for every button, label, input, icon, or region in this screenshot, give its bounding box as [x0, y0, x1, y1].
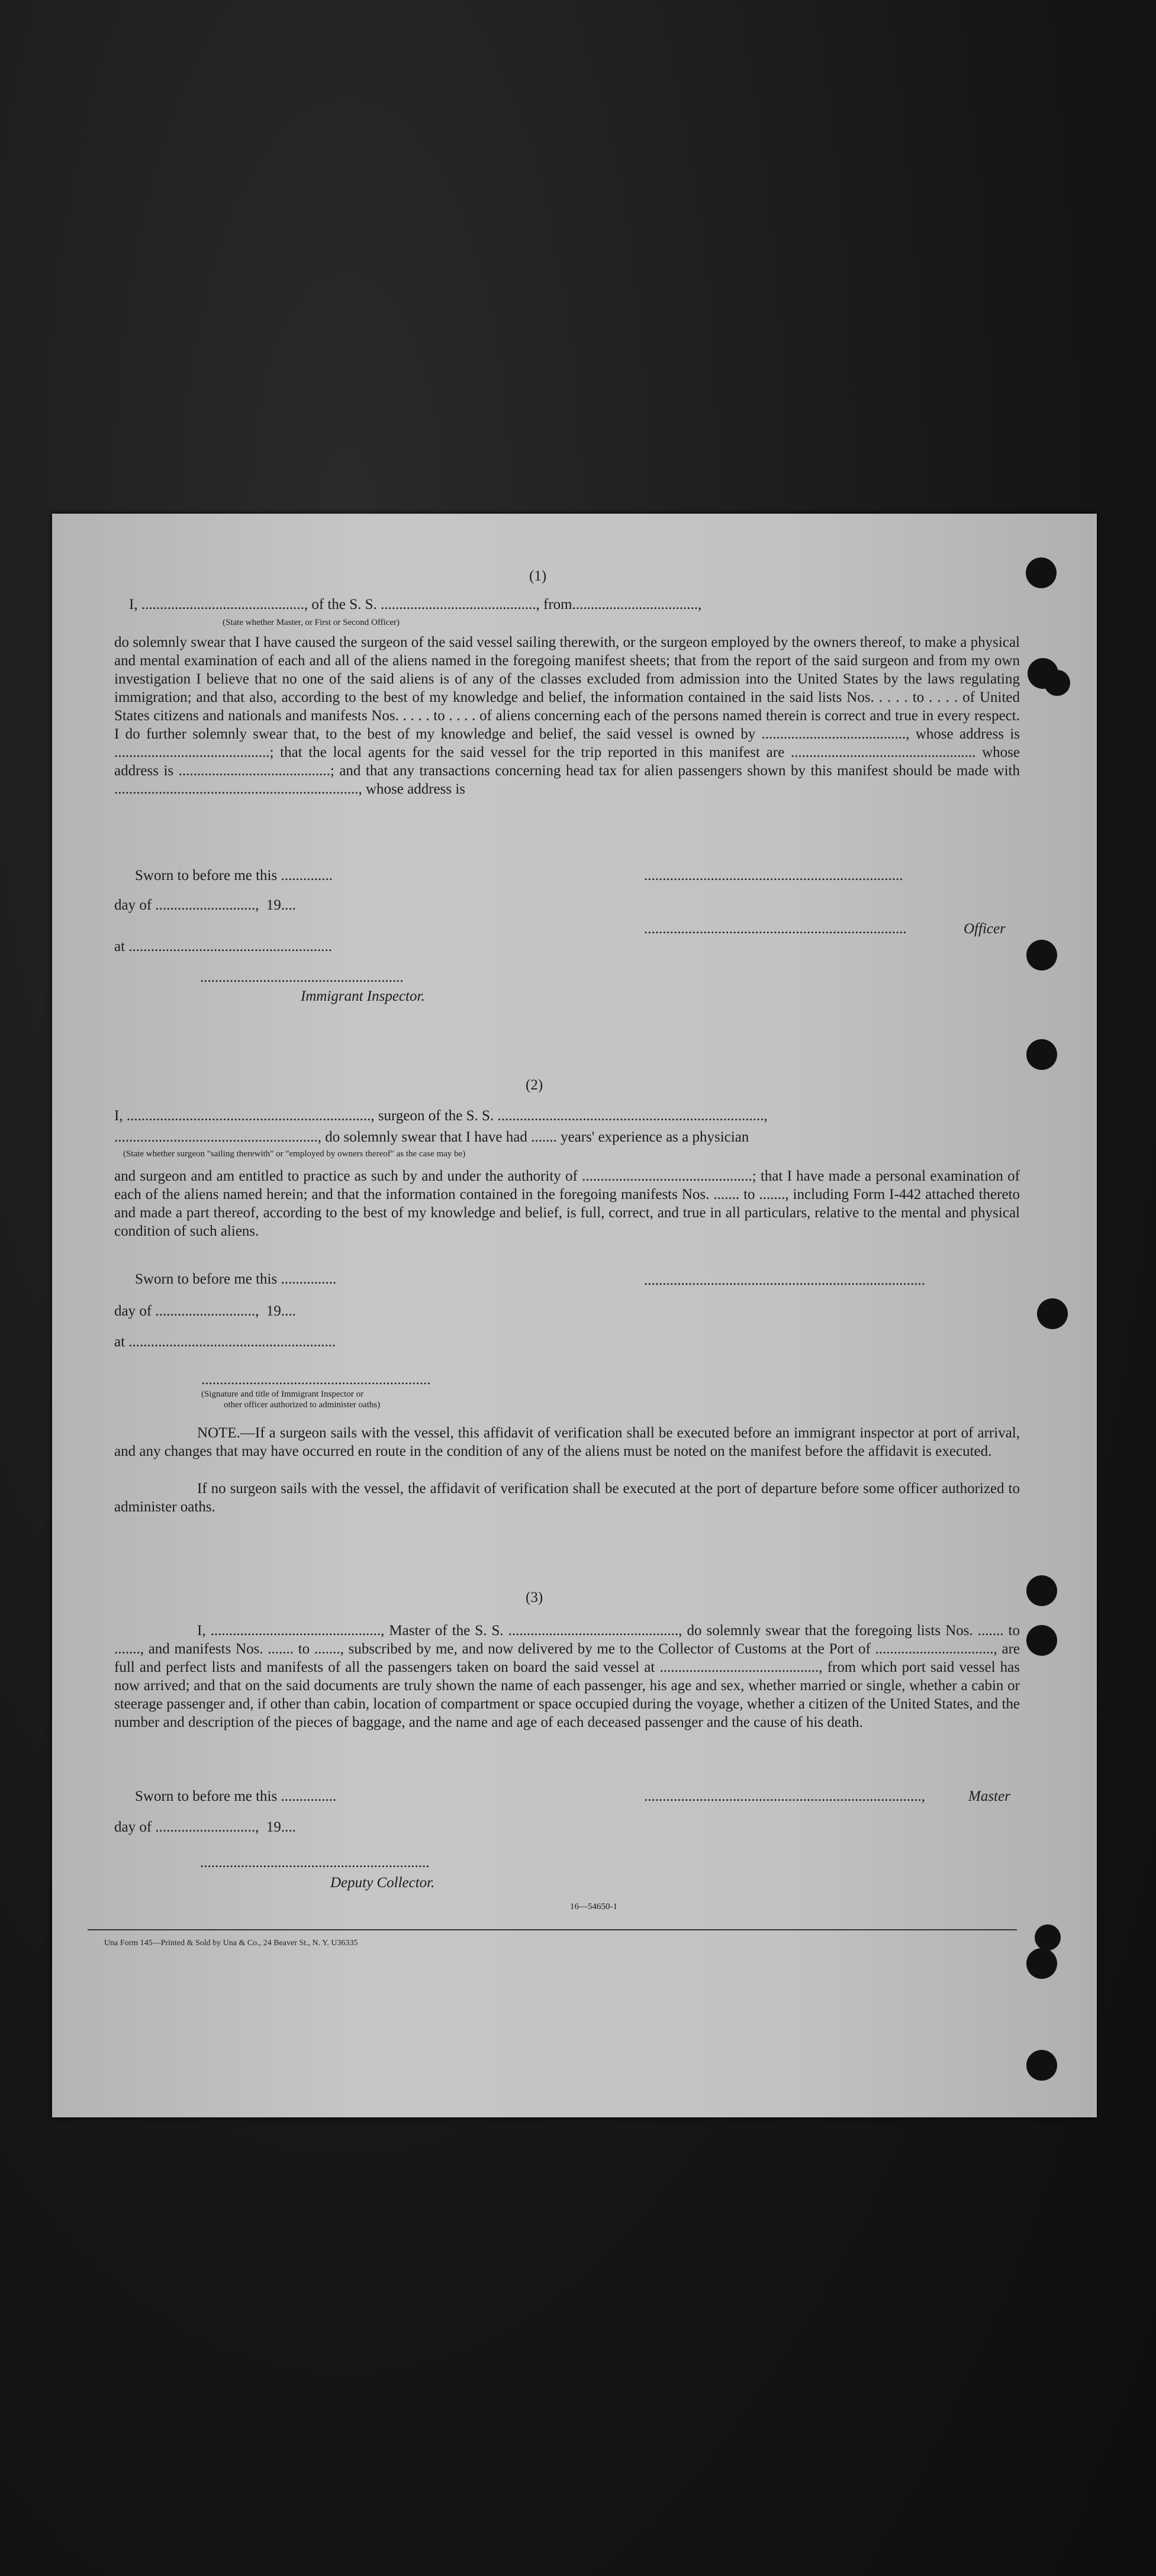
- section-2-dots-right: ............................................................................: [644, 1272, 925, 1288]
- section-2-sworn: Sworn to before me this ...............: [135, 1271, 337, 1287]
- section-2-dots-left: ..............................................................: [201, 1372, 431, 1388]
- section-1-sworn: Sworn to before me this ..............: [135, 868, 333, 884]
- section-2-note-2: If no surgeon sails with the vessel, the affidavit of verification shall be executed at the port of departure before some officer authorized to administer oaths.: [114, 1481, 1020, 1515]
- section-2-line-1: I, .................................................................., surgeon of the S. S. ........................................................................,: [114, 1108, 768, 1124]
- section-1-at: at .......................................................: [114, 939, 333, 955]
- section-3-dots-right: ...........................................................................,: [644, 1788, 925, 1804]
- section-2-body: and surgeon and am entitled to practice as such by and under the authority of ..............................................; that I have made a personal examination of each of the aliens named herein; and that the information contained in the foregoing manifests Nos. ....... to ......., including Form I-442 attached thereto and made a part thereof, according to the best of my knowledge and belief, is full, correct, and true in all particulars, relative to the mental and physical condition of such aliens.: [114, 1168, 1020, 1239]
- punch-hole: [1044, 670, 1070, 696]
- section-2-note: NOTE.—If a surgeon sails with the vessel, this affidavit of verification shall be executed before an immigrant inspector at port of arrival, and any changes that may have occurred en route in the condition of any of the aliens must be noted on the manifest before the affidavit is executed.: [114, 1425, 1020, 1459]
- section-1-dots-right-2: .......................................................................: [644, 921, 907, 937]
- section-3-dots-left: ..............................................................: [200, 1855, 430, 1871]
- section-1-inspector: Immigrant Inspector.: [301, 988, 425, 1004]
- section-1-number: (1): [529, 568, 547, 584]
- punch-hole: [1035, 1924, 1061, 1950]
- section-1-dots-right-1: ......................................................................: [644, 868, 903, 884]
- section-1-officer: Officer: [964, 921, 1006, 937]
- punch-hole: [1037, 1298, 1068, 1329]
- section-2-sig-caption-2: other officer authorized to administer oaths): [224, 1400, 381, 1410]
- section-2-sig-caption-1: (Signature and title of Immigrant Inspector or: [201, 1389, 364, 1399]
- section-1-caption: (State whether Master, or First or Second Officer): [223, 618, 400, 627]
- section-3-master: Master: [968, 1788, 1010, 1804]
- section-3-number: (3): [526, 1590, 543, 1605]
- manifest-page: [52, 514, 1097, 2117]
- bleed-through-texture: [632, 549, 817, 567]
- printer-imprint: Una Form 145—Printed & Sold by Una & Co., 24 Beaver St., N. Y. U36335: [104, 1939, 358, 1948]
- punch-hole: [1026, 1575, 1057, 1606]
- punch-hole: [1026, 1948, 1057, 1979]
- section-3-collector: Deputy Collector.: [330, 1875, 435, 1891]
- section-2-number: (2): [526, 1077, 543, 1093]
- section-2-day: day of ..........................., 19....: [114, 1303, 296, 1319]
- section-2-at: at ........................................................: [114, 1334, 336, 1350]
- punch-hole: [1026, 1625, 1057, 1656]
- punch-hole: [1026, 2050, 1057, 2081]
- section-1-dots-left: .......................................................: [200, 969, 404, 985]
- section-1-line: I, ............................................, of the S. S. .........................................., from..................................,: [129, 597, 702, 612]
- punch-hole: [1026, 1039, 1057, 1070]
- form-code: 16—54650-1: [570, 1902, 617, 1911]
- punch-hole: [1026, 940, 1057, 971]
- section-2-caption: (State whether surgeon "sailing therewith" or "employed by owners thereof" as the case may be): [123, 1149, 466, 1159]
- section-3-body: I, .............................................., Master of the S. S. .............................................., do solemnly swear that the foregoing lists Nos. ....... to ......., and manifests Nos. ....... to ......., subscribed by me, and now delivered by me to the Collector of Customs at the Port of ................................, are full and perfect lists and manifests of all the passengers taken on board the said vessel at ..........................................., from which port said vessel has now arrived; and that on the said documents are truly shown the name of each passenger, his age and sex, whether married or single, whether a cabin or steerage passenger and, if other than cabin, location of compartment or space occupied during the voyage, whether a citizen of the United States, and the number and description of the pieces of baggage, and the name and age of each deceased passenger and the cause of his death.: [114, 1623, 1020, 1730]
- section-1-body: do solemnly swear that I have caused the surgeon of the said vessel sailing therewith, or the surgeon employed by the owners thereof, to make a physical and mental examination of each and all of the aliens named in the foregoing manifest sheets; that from the report of the said surgeon and from my own investigation I believe that no one of the said aliens is of any of the classes excluded from admission into the United States by the laws regulating immigration; and that also, according to the best of my knowledge and belief, the information contained in the said lists Nos. . . . . to . . . . of United States citizens and nationals and manifests Nos. . . . . to . . . . of aliens concerning each of the persons named therein is correct and true in every respect. I do further solemnly swear that, to the best of my knowledge and belief, the said vessel is owned by ......................................., whose address is ..........................................; that the local agents for the said vessel for the trip reported in this manifest are .................................................. whose address is .........................................; and that any transactions concerning head tax for alien passengers shown by this manifest should be made with .................................................................., whose address is: [114, 634, 1020, 797]
- section-2-line-2: ......................................................., do solemnly swear that I have had ....... years' experience as a physician: [114, 1129, 749, 1145]
- punch-hole: [1026, 557, 1057, 588]
- section-3-day: day of ..........................., 19....: [114, 1819, 296, 1835]
- footer-rule: [88, 1929, 1017, 1930]
- section-3-sworn: Sworn to before me this ...............: [135, 1788, 337, 1804]
- section-1-day: day of ..........................., 19....: [114, 897, 296, 913]
